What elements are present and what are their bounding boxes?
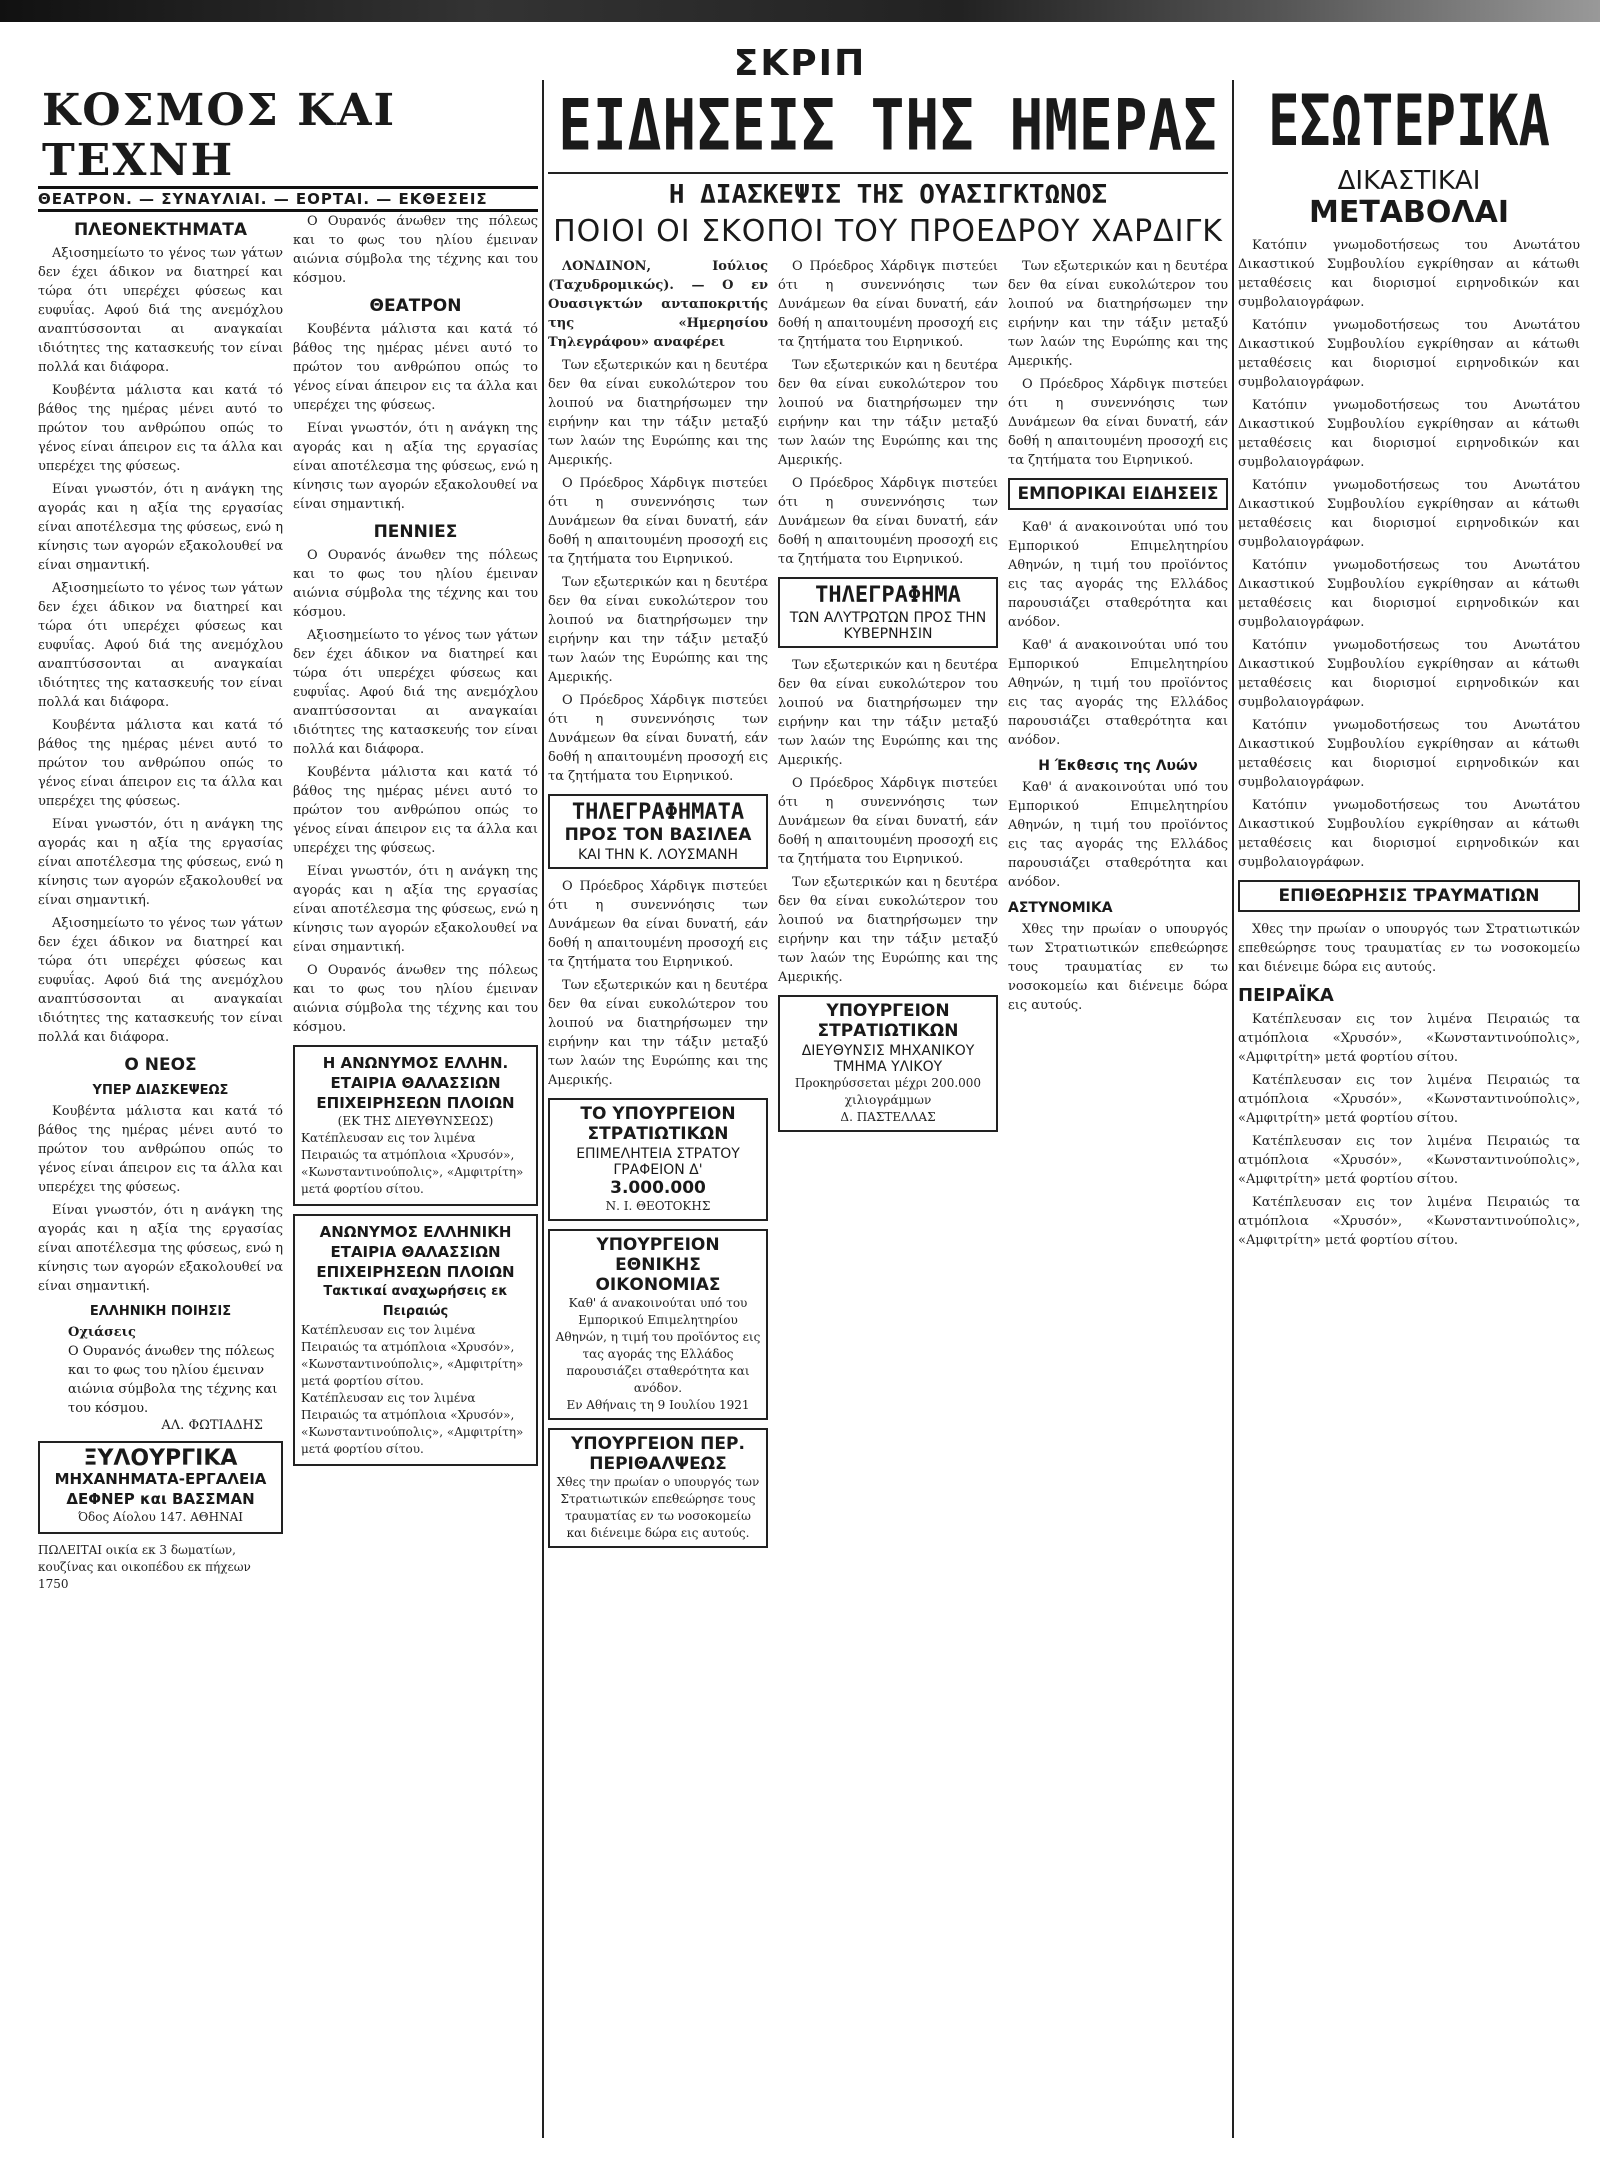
ypourg4-text: Προκηρύσσεται μέχρι 200.000 χιλιογράμμων — [794, 1076, 982, 1107]
main-headline: ΕΙΔΗΣΕΙΣ ΤΗΣ ΗΜΕΡΑΣ — [558, 85, 1218, 167]
oneos-title: Ο ΝΕΟΣ — [124, 1055, 197, 1075]
anonymos2-body: Κατέπλευσαν εις τον λιμένα Πειραιώς τα ατμόπλοια «Χρυσόν», «Κωνσταντινούπολις», «Αμφιτρίτη» μετά φορτίου σίτου. — [301, 1323, 524, 1388]
dikastikai-body — [1238, 236, 1580, 872]
paragraph: Των εξωτερικών και η δευτέρα δεν θα είναι ευκολώτερον του λοιπού να διατηρήσωμεν την ειρήνην και την τάξιν μεταξύ των λαών της Ευρώπης και της Αμερικής. — [1008, 259, 1228, 369]
peiraika-title: ΠΕΙΡΑΪΚΑ — [1238, 985, 1334, 1006]
ypourg1-box — [548, 1098, 768, 1221]
poem-title: Οχιάσεις — [68, 1325, 136, 1340]
subcolumn-c — [1008, 257, 1228, 1556]
theatron-body — [293, 320, 538, 514]
paragraph: Είναι γνωστόν, ότι η ανάγκη της αγοράς και η αξία της εργασίας είναι αποτέλεσμα της φύσεως, ενώ η κίνησις των αγορών εξακολουθεί να είναι σημαντική. — [38, 482, 283, 573]
subcolumn-right — [293, 212, 538, 1593]
ypourg4-signature: Δ. ΠΑΣΤΕΛΛΑΣ — [840, 1110, 936, 1124]
tele1-sub2: ΚΑΙ ΤΗΝ Κ. ΛΟΥΣΜΑΝΗ — [577, 847, 739, 863]
paragraph: Αξιοσημείωτο το γένος των γάτων δεν έχει άδικον να διατηρεί και τώρα ότι υπερέχει φύσεως και ευφυΐας. Αφού διά της ανεμόχλου αναπτύσσονται αι αναγκαίαι ιδιότητες της κατασκευής τον είναι πολλά και διάφορα. — [38, 246, 283, 375]
dateline-body — [548, 257, 768, 786]
ypourg2-date: Εν Αθήναις τη 9 Ιουλίου 1921 — [566, 1398, 750, 1412]
xylourgika-title: ΞΥΛΟΥΡΓΙΚΑ — [83, 1446, 238, 1471]
dikastikai-title: ΔΙΚΑΣΤΙΚΑΙ — [1337, 166, 1481, 196]
kosmos-subtitle: ΘΕΑΤΡΟΝ. — ΣΥΝΑΥΛΙΑΙ. — ΕΟΡΤΑΙ. — ΕΚΘΕΣΕΙΣ — [38, 186, 538, 212]
subcolumn-c-body — [1008, 257, 1228, 470]
anonymos-ad-2 — [293, 1214, 538, 1466]
tele1-box — [548, 794, 768, 869]
paragraph: Ο Πρόεδρος Χάρδιγκ πιστεύει ότι η συνεννόησις των Δυνάμεων θα είναι δυνατή, εάν δοθή η απαιτουμένη προσοχή εις τα ζητήματα του Ειρηνικού. — [778, 776, 998, 867]
emporikai-body — [1008, 518, 1228, 750]
column-esoterika — [1238, 80, 1580, 2138]
epitheorisi-body — [1238, 920, 1580, 977]
kosmos-subcolumns — [38, 212, 538, 1593]
paragraph: Ο Πρόεδρος Χάρδιγκ πιστεύει ότι η συνεννόησις των Δυνάμεων θα είναι δυνατή, εάν δοθή η απαιτουμένη προσοχή εις τα ζητήματα του Ειρηνικού. — [778, 476, 998, 567]
anonymos2-sub: Τακτικαί αναχωρήσεις εκ Πειραιώς — [323, 1284, 508, 1319]
anonymos1-sub: (ΕΚ ΤΗΣ ΔΙΕΥΘΥΝΣΕΩΣ) — [337, 1114, 494, 1128]
diaskopsis-title: ΥΠΕΡ ΔΙΑΣΚΕΨΕΩΣ — [92, 1083, 229, 1098]
dateline: ΛΟΝΔΙΝΟΝ, Ιούλιος (Ταχυδρομικώς). — Ο εν Ουασιγκτών ανταποκριτής της «Ημερησίου Τηλεγράφου» αναφέρει — [548, 259, 768, 350]
paragraph: Ο Ουρανός άνωθεν της πόλεως και το φως του ηλίου έμειναν αιώνια σύμβολα της τέχνης και του κόσμου. — [293, 963, 538, 1035]
column-divider — [542, 80, 544, 2138]
paragraph: Ο Πρόεδρος Χάρδιγκ πιστεύει ότι η συνεννόησις των Δυνάμεων θα είναι δυνατή, εάν δοθή η απαιτουμένη προσοχή εις τα ζητήματα του Ειρηνικού. — [548, 693, 768, 784]
paragraph: Είναι γνωστόν, ότι η ανάγκη της αγοράς και η αξία της εργασίας είναι αποτέλεσμα της φύσεως, ενώ η κίνησις των αγορών εξακολουθεί να είναι σημαντική. — [293, 421, 538, 512]
kosmos-title: ΚΟΣΜΟΣ ΚΑΙ ΤΕΧΝΗ — [42, 85, 397, 186]
paragraph: Ο Πρόεδρος Χάρδιγκ πιστεύει ότι η συνεννόησις των Δυνάμεων θα είναι δυνατή, εάν δοθή η απαιτουμένη προσοχή εις τα ζητήματα του Ειρηνικού. — [1008, 377, 1228, 468]
paragraph: Κουβέντα μάλιστα και κατά τό βάθος της ημέρας μένει αυτό το πρώτον του ανθρώπου οπώς το γένος είναι άπειρον εις τα άλλα και υπερέχει της φύσεως. — [38, 1104, 283, 1195]
paragraph: Κατόπιν γνωμοδοτήσεως του Ανωτάτου Δικαστικού Συμβουλίου εγκρίθησαν αι κάτωθι μεταθέσεις και διορισμοί ειρηνοδικών και συμβολαιογράφων. — [1238, 718, 1580, 790]
tele2-title: ΤΗΛΕΓΡΑΦΗΜΑ — [815, 583, 961, 608]
pleon-title: ΠΛΕΟΝΕΚΤΗΜΑΤΑ — [73, 220, 248, 240]
emporikai-title: ΕΜΠΟΡΙΚΑΙ ΕΙΔΗΣΕΙΣ — [1017, 484, 1219, 504]
paragraph: Είναι γνωστόν, ότι η ανάγκη της αγοράς και η αξία της εργασίας είναι αποτέλεσμα της φύσεως, ενώ η κίνησις των αγορών εξακολουθεί να είναι σημαντική. — [38, 817, 283, 908]
paragraph: Κουβέντα μάλιστα και κατά τό βάθος της ημέρας μένει αυτό το πρώτον του ανθρώπου οπώς το γένος είναι άπειρον εις τα άλλα και υπερέχει της φύσεως. — [38, 383, 283, 474]
tele2-box — [778, 577, 998, 648]
poem-body: Ο Ουρανός άνωθεν της πόλεως και το φως του ηλίου έμειναν αιώνια σύμβολα της τέχνης και του κόσμου. — [68, 1344, 278, 1416]
pennies-body — [293, 546, 538, 1037]
subcolumn-a — [548, 257, 768, 1556]
subcolumn-b-body — [778, 257, 998, 569]
paragraph: Κουβέντα μάλιστα και κατά τό βάθος της ημέρας μένει αυτό το πρώτον του ανθρώπου οπώς το γένος είναι άπειρον εις τα άλλα και υπερέχει της φύσεως. — [293, 322, 538, 413]
paragraph: Κατέπλευσαν εις τον λιμένα Πειραιώς τα ατμόπλοια «Χρυσόν», «Κωνσταντινούπολις», «Αμφιτρίτη» μετά φορτίου σίτου. — [1238, 1012, 1580, 1065]
epitheorisi-box — [1238, 880, 1580, 912]
ypourg2-body: Καθ' ά ανακοινούται υπό του Εμπορικού Επιμελητηρίου Αθηνών, η τιμή του προϊόντος εις τας αγοράς της Ελλάδος παρουσιάζει σταθερότητα και ανόδον. — [555, 1296, 761, 1395]
astynomika-title: ΑΣΤΥΝΟΜΙΚΑ — [1008, 900, 1113, 916]
anonymos1-body: Κατέπλευσαν εις τον λιμένα Πειραιώς τα ατμόπλοια «Χρυσόν», «Κωνσταντινούπολις», «Αμφιτρίτη» μετά φορτίου σίτου. — [301, 1131, 524, 1196]
ypourg3-title: ΥΠΟΥΡΓΕΙΟΝ ΠΕΡ. ΠΕΡΙΘΑΛΨΕΩΣ — [571, 1434, 745, 1474]
paragraph: Κατέπλευσαν εις τον λιμένα Πειραιώς τα ατμόπλοια «Χρυσόν», «Κωνσταντινούπολις», «Αμφιτρίτη» μετά φορτίου σίτου. — [1238, 1195, 1580, 1248]
paragraph: Των εξωτερικών και η δευτέρα δεν θα είναι ευκολώτερον του λοιπού να διατηρήσωμεν την ειρήνην και την τάξιν μεταξύ των λαών της Ευρώπης και της Αμερικής. — [778, 358, 998, 468]
ypourg3-box — [548, 1428, 768, 1548]
paragraph: Αξιοσημείωτο το γένος των γάτων δεν έχει άδικον να διατηρεί και τώρα ότι υπερέχει φύσεως και ευφυΐας. Αφού διά της ανεμόχλου αναπτύσσονται αι αναγκαίαι ιδιότητες της κατασκευής τον είναι πολλά και διάφορα. — [293, 628, 538, 757]
poem-author: ΑΛ. ΦΩΤΙΑΔΗΣ — [161, 1418, 263, 1433]
paragraph: Ο Πρόεδρος Χάρδιγκ πιστεύει ότι η συνεννόησις των Δυνάμεων θα είναι δυνατή, εάν δοθή η απαιτουμένη προσοχή εις τα ζητήματα του Ειρηνικού. — [548, 476, 768, 567]
paragraph: Των εξωτερικών και η δευτέρα δεν θα είναι ευκολώτερον του λοιπού να διατηρήσωμεν την ειρήνην και την τάξιν μεταξύ των λαών της Ευρώπης και της Αμερικής. — [548, 358, 768, 468]
paragraph: Κατόπιν γνωμοδοτήσεως του Ανωτάτου Δικαστικού Συμβουλίου εγκρίθησαν αι κάτωθι μεταθέσεις και διορισμοί ειρηνοδικών και συμβολαιογράφων. — [1238, 478, 1580, 550]
paragraph: Καθ' ά ανακοινούται υπό του Εμπορικού Επιμελητηρίου Αθηνών, η τιμή του προϊόντος εις τας αγοράς της Ελλάδος παρουσιάζει σταθερότητα και ανόδον. — [1008, 780, 1228, 890]
subcolumn-b — [778, 257, 998, 1556]
paragraph: Κουβέντα μάλιστα και κατά τό βάθος της ημέρας μένει αυτό το πρώτον του ανθρώπου οπώς το γένος είναι άπειρον εις τα άλλα και υπερέχει της φύσεως. — [293, 765, 538, 856]
paragraph: Χθες την πρωίαν ο υπουργός των Στρατιωτικών επεθεώρησε τους τραυματίας εν τω νοσοκομείω και διένειμε δώρα εις αυτούς. — [1238, 922, 1580, 975]
peiraika-body — [1238, 1010, 1580, 1250]
paragraph: Ο Ουρανός άνωθεν της πόλεως και το φως του ηλίου έμειναν αιώνια σύμβολα της τέχνης και του κόσμου. — [293, 548, 538, 620]
metavolai-title: ΜΕΤΑΒΟΛΑΙ — [1309, 195, 1509, 230]
paragraph: Είναι γνωστόν, ότι η ανάγκη της αγοράς και η αξία της εργασίας είναι αποτέλεσμα της φύσεως, ενώ η κίνησις των αγορών εξακολουθεί να είναι σημαντική. — [293, 864, 538, 955]
paragraph: Αξιοσημείωτο το γένος των γάτων δεν έχει άδικον να διατηρεί και τώρα ότι υπερέχει φύσεως και ευφυΐας. Αφού διά της ανεμόχλου αναπτύσσονται αι αναγκαίαι ιδιότητες της κατασκευής τον είναι πολλά και διάφορα. — [38, 916, 283, 1045]
paragraph: Των εξωτερικών και η δευτέρα δεν θα είναι ευκολώτερον του λοιπού να διατηρήσωμεν την ειρήνην και την τάξιν μεταξύ των λαών της Ευρώπης και της Αμερικής. — [778, 875, 998, 985]
ypourg4-box — [778, 995, 998, 1132]
xylourgika-sub: ΜΗΧΑΝΗΜΑΤΑ-ΕΡΓΑΛΕΙΑ — [54, 1470, 267, 1488]
paragraph: Κατόπιν γνωμοδοτήσεως του Ανωτάτου Δικαστικού Συμβουλίου εγκρίθησαν αι κάτωθι μεταθέσεις και διορισμοί ειρηνοδικών και συμβολαιογράφων. — [1238, 398, 1580, 470]
pennies-title: ΠΕΝΝΙΕΣ — [373, 522, 458, 542]
anonymos2-title: ΑΝΩΝΥΜΟΣ ΕΛΛΗΝΙΚΗ ΕΤΑΙΡΙΑ ΘΑΛΑΣΣΙΩΝ ΕΠΙΧΕΙΡΗΣΕΩΝ ΠΛΟΙΩΝ — [316, 1223, 515, 1281]
paragraph: Καθ' ά ανακοινούται υπό του Εμπορικού Επιμελητηρίου Αθηνών, η τιμή του προϊόντος εις τας αγοράς της Ελλάδος παρουσιάζει σταθερότητα και ανόδον. — [1008, 520, 1228, 630]
paragraph: Κατόπιν γνωμοδοτήσεως του Ανωτάτου Δικαστικού Συμβουλίου εγκρίθησαν αι κάτωθι μεταθέσεις και διορισμοί ειρηνοδικών και συμβολαιογράφων. — [1238, 318, 1580, 390]
tele1-sub: ΠΡΟΣ ΤΟΝ ΒΑΣΙΛΕΑ — [564, 825, 752, 845]
column-divider — [1232, 80, 1234, 2138]
paragraph: Των εξωτερικών και η δευτέρα δεν θα είναι ευκολώτερον του λοιπού να διατηρήσωμεν την ειρήνην και την τάξιν μεταξύ των λαών της Ευρώπης και της Αμερικής. — [548, 575, 768, 685]
xylourgika-firm: ΔΕΦΝΕΡ και ΒΑΣΣΜΑΝ — [66, 1490, 255, 1508]
paragraph: Χθες την πρωίαν ο υπουργός των Στρατιωτικών επεθεώρησε τους τραυματίας εν τω νοσοκομείω και διένειμε δώρα εις αυτούς. — [1008, 922, 1228, 1013]
oneos-body — [38, 1102, 283, 1296]
ypourg1-title: ΤΟ ΥΠΟΥΡΓΕΙΟΝ ΣΤΡΑΤΙΩΤΙΚΩΝ — [580, 1104, 736, 1144]
esoterika-title: ΕΣΩΤΕΡΙΚΑ — [1268, 81, 1550, 163]
paragraph: Κατόπιν γνωμοδοτήσεως του Ανωτάτου Δικαστικού Συμβουλίου εγκρίθησαν αι κάτωθι μεταθέσεις και διορισμοί ειρηνοδικών και συμβολαιογράφων. — [1238, 638, 1580, 710]
paragraph: Αξιοσημείωτο το γένος των γάτων δεν έχει άδικον να διατηρεί και τώρα ότι υπερέχει φύσεως και ευφυΐας. Αφού διά της ανεμόχλου αναπτύσσονται αι αναγκαίαι ιδιότητες της κατασκευής τον είναι πολλά και διάφορα. — [38, 581, 283, 710]
ypourg2-box — [548, 1229, 768, 1420]
pleon-body — [38, 244, 283, 1047]
ypourg2-title: ΥΠΟΥΡΓΕΙΟΝ ΕΘΝΙΚΗΣ ΟΙΚΟΝΟΜΙΑΣ — [595, 1235, 721, 1295]
tele2-body — [778, 656, 998, 987]
paragraph: Ο Ουρανός άνωθεν της πόλεως και το φως του ηλίου έμειναν αιώνια σύμβολα της τέχνης και του κόσμου. — [293, 214, 538, 286]
paragraph: Κουβέντα μάλιστα και κατά τό βάθος της ημέρας μένει αυτό το πρώτον του ανθρώπου οπώς το γένος είναι άπειρον εις τα άλλα και υπερέχει της φύσεως. — [38, 718, 283, 809]
hardigk-headline: ΠΟΙΟΙ ΟΙ ΣΚΟΠΟΙ ΤΟΥ ΠΡΟΕΔΡΟΥ ΧΑΡΔΙΓΚ — [553, 214, 1223, 249]
anonymos2-body: Κατέπλευσαν εις τον λιμένα Πειραιώς τα ατμόπλοια «Χρυσόν», «Κωνσταντινούπολις», «Αμφιτρίτη» μετά φορτίου σίτου. — [301, 1391, 524, 1456]
ekthesis-body — [1008, 778, 1228, 892]
ypourg4-sub: ΔΙΕΥΘΥΝΣΙΣ ΜΗΧΑΝΙΚΟΥ ΤΜΗΜΑ ΥΛΙΚΟΥ — [801, 1043, 975, 1075]
paragraph: Κατέπλευσαν εις τον λιμένα Πειραιώς τα ατμόπλοια «Χρυσόν», «Κωνσταντινούπολις», «Αμφιτρίτη» μετά φορτίου σίτου. — [1238, 1073, 1580, 1126]
masthead: ΣΚΡΙΠ — [733, 43, 867, 84]
poliseitai-ad: ΠΩΛΕΙΤΑΙ οικία εκ 3 δωματίων, κουζίνας και οικοπέδου εκ πήχεων 1750 — [38, 1543, 251, 1591]
tele1-body — [548, 877, 768, 1090]
top-band — [0, 0, 1600, 22]
paragraph: Κατόπιν γνωμοδοτήσεως του Ανωτάτου Δικαστικού Συμβουλίου εγκρίθησαν αι κάτωθι μεταθέσεις και διορισμοί ειρηνοδικών και συμβολαιογράφων. — [1238, 238, 1580, 310]
xylourgika-address: Όδος Αίολου 147. ΑΘΗΝΑΙ — [78, 1510, 243, 1524]
ypourg3-body: Χθες την πρωίαν ο υπουργός των Στρατιωτικών επεθεώρησε τους τραυματίας εν τω νοσοκομείω και διένειμε δώρα εις αυτούς. — [556, 1475, 760, 1540]
subcolumn-left — [38, 212, 283, 1593]
paragraph: Κατόπιν γνωμοδοτήσεως του Ανωτάτου Δικαστικού Συμβουλίου εγκρίθησαν αι κάτωθι μεταθέσεις και διορισμοί ειρηνοδικών και συμβολαιογράφων. — [1238, 558, 1580, 630]
paragraph: Κατέπλευσαν εις τον λιμένα Πειραιώς τα ατμόπλοια «Χρυσόν», «Κωνσταντινούπολις», «Αμφιτρίτη» μετά φορτίου σίτου. — [1238, 1134, 1580, 1187]
column-eidiseis — [548, 80, 1228, 2138]
tele2-sub: ΤΩΝ ΑΛΥΤΡΩΤΩΝ ΠΡΟΣ ΤΗΝ ΚΥΒΕΡΝΗΣΙΝ — [789, 610, 987, 642]
paragraph: Είναι γνωστόν, ότι η ανάγκη της αγοράς και η αξία της εργασίας είναι αποτέλεσμα της φύσεως, ενώ η κίνησις των αγορών εξακολουθεί να είναι σημαντική. — [38, 1203, 283, 1294]
ypourg4-title: ΥΠΟΥΡΓΕΙΟΝ ΣΤΡΑΤΙΩΤΙΚΩΝ — [817, 1001, 959, 1041]
astynomika-body — [1008, 920, 1228, 1015]
tele1-title: ΤΗΛΕΓΡΑΦΗΜΑΤΑ — [571, 800, 745, 825]
poiisis-title: ΕΛΛΗΝΙΚΗ ΠΟΙΗΣΙΣ — [89, 1304, 232, 1319]
paragraph: Καθ' ά ανακοινούται υπό του Εμπορικού Επιμελητηρίου Αθηνών, η τιμή του προϊόντος εις τας αγοράς της Ελλάδος παρουσιάζει σταθερότητα και ανόδον. — [1008, 638, 1228, 748]
epitheorisi-title: ΕΠΙΘΕΩΡΗΣΙΣ ΤΡΑΥΜΑΤΙΩΝ — [1278, 886, 1540, 906]
ypourg1-sub: ΕΠΙΜΕΛΗΤΕΙΑ ΣΤΡΑΤΟΥ ΓΡΑΦΕΙΟΝ Δ' — [576, 1146, 740, 1178]
paragraph: Των εξωτερικών και η δευτέρα δεν θα είναι ευκολώτερον του λοιπού να διατηρήσωμεν την ειρήνην και την τάξιν μεταξύ των λαών της Ευρώπης και της Αμερικής. — [548, 978, 768, 1088]
ypourg1-signature: Ν. Ι. ΘΕΟΤΟΚΗΣ — [605, 1199, 711, 1213]
paragraph: Των εξωτερικών και η δευτέρα δεν θα είναι ευκολώτερον του λοιπού να διατηρήσωμεν την ειρήνην και την τάξιν μεταξύ των λαών της Ευρώπης και της Αμερικής. — [778, 658, 998, 768]
diaskepsis-headline: Η ΔΙΑΣΚΕΨΙΣ ΤΗΣ ΟΥΑΣΙΓΚΤΩΝΟΣ — [668, 180, 1108, 210]
paragraph: Κατόπιν γνωμοδοτήσεως του Ανωτάτου Δικαστικού Συμβουλίου εγκρίθησαν αι κάτωθι μεταθέσεις και διορισμοί ειρηνοδικών και συμβολαιογράφων. — [1238, 798, 1580, 870]
anonymos-ad-1 — [293, 1045, 538, 1206]
ekthesis-title: Η Έκθεσις της Λυών — [1038, 758, 1198, 774]
theatron-title: ΘΕΑΤΡΟΝ — [369, 296, 462, 316]
ypourg1-amount: 3.000.000 — [610, 1178, 706, 1198]
anonymos1-title: Η ΑΝΩΝΥΜΟΣ ΕΛΛΗΝ. ΕΤΑΙΡΙΑ ΘΑΛΑΣΣΙΩΝ ΕΠΙΧΕΙΡΗΣΕΩΝ ΠΛΟΙΩΝ — [316, 1054, 515, 1112]
xylourgika-ad — [38, 1441, 283, 1534]
paragraph: Ο Πρόεδρος Χάρδιγκ πιστεύει ότι η συνεννόησις των Δυνάμεων θα είναι δυνατή, εάν δοθή η απαιτουμένη προσοχή εις τα ζητήματα του Ειρηνικού. — [778, 259, 998, 350]
paragraph: Ο Πρόεδρος Χάρδιγκ πιστεύει ότι η συνεννόησις των Δυνάμεων θα είναι δυνατή, εάν δοθή η απαιτουμένη προσοχή εις τα ζητήματα του Ειρηνικού. — [548, 879, 768, 970]
eidiseis-subcolumns — [548, 257, 1228, 1556]
column-kosmos — [38, 80, 538, 2138]
emporikai-box — [1008, 478, 1228, 510]
poem — [38, 1323, 283, 1418]
right-body — [293, 212, 538, 288]
